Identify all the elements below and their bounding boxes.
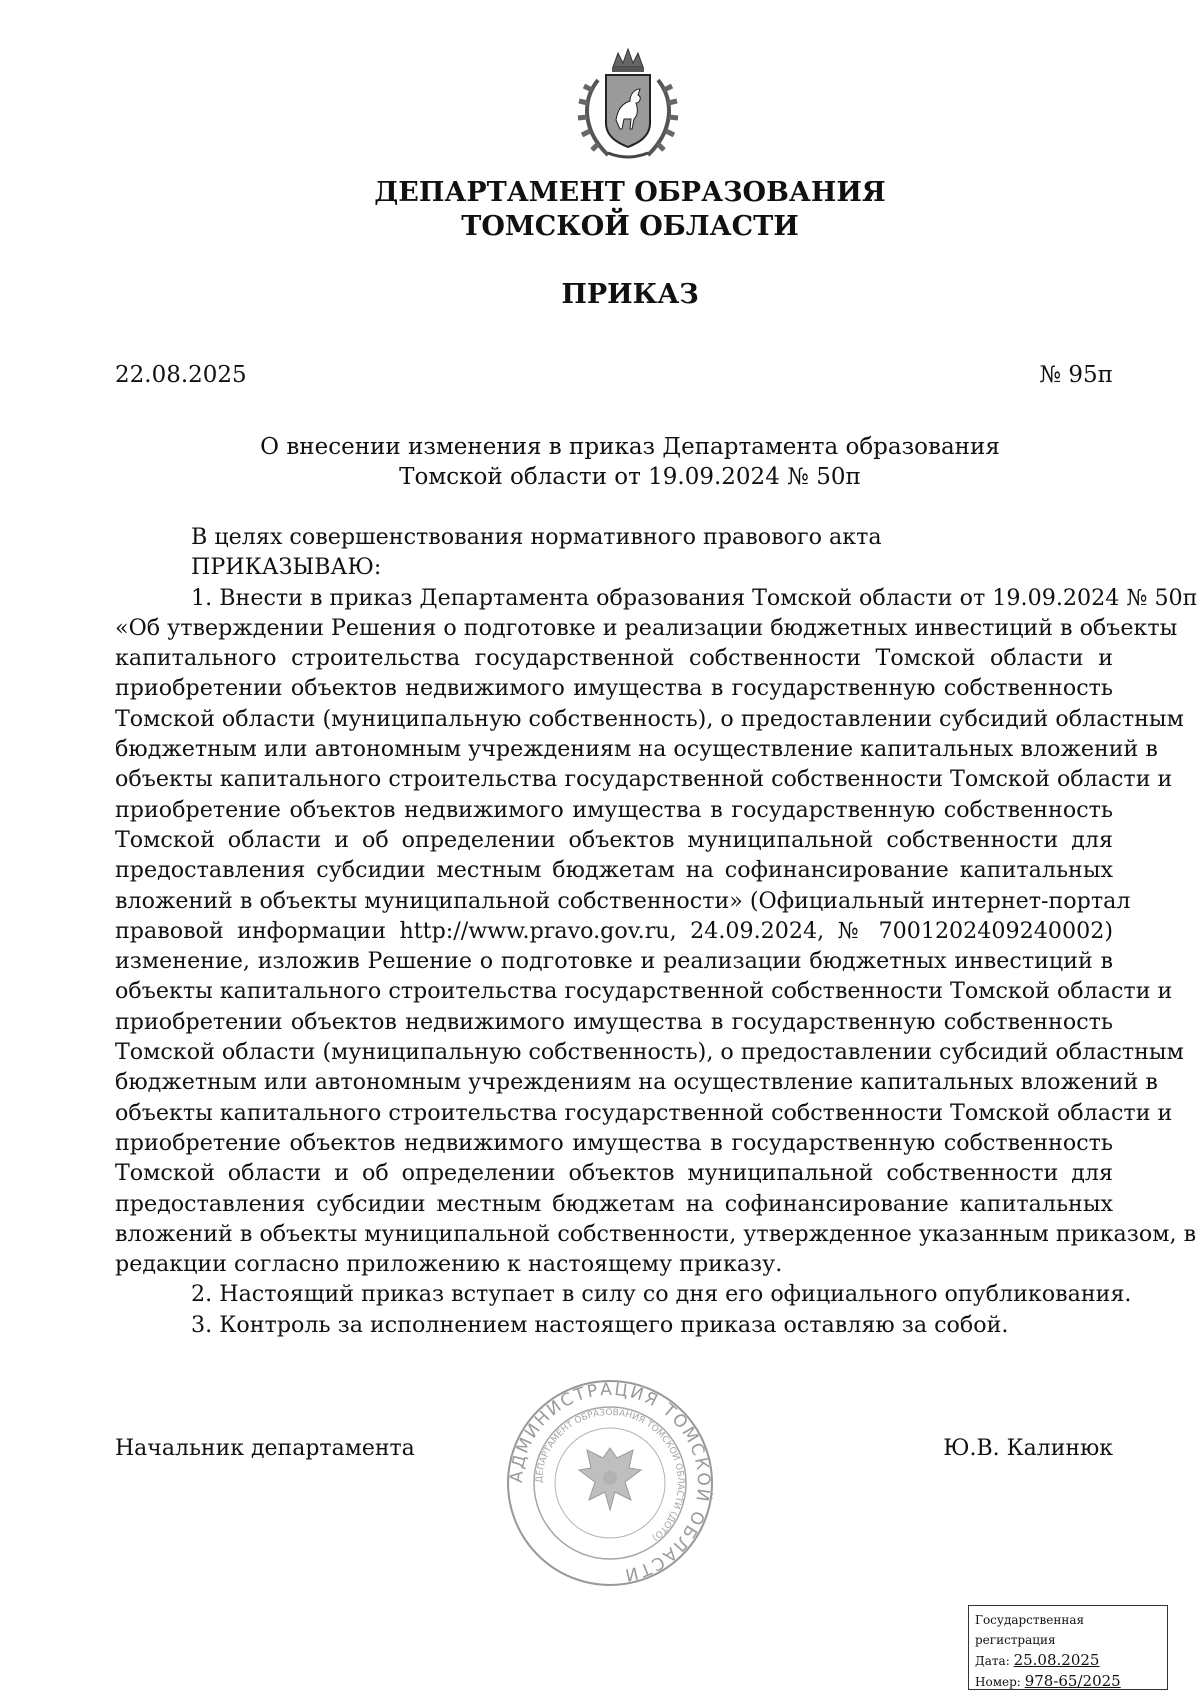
body-line: объекты капитального строительства государственной собственности Томской области и: [115, 1099, 1173, 1126]
body-line: предоставления субсидии местным бюджетам на софинансирование капитальных: [115, 1190, 1113, 1217]
department-name-line2: ТОМСКОЙ ОБЛАСТИ: [461, 211, 799, 242]
body-line: объекты капитального строительства государственной собственности Томской области и: [115, 978, 1173, 1005]
registration-number: 978-65/2025: [1024, 1672, 1121, 1690]
body-line: правовой информации http://www.pravo.gov.ru, 24.09.2024, № 7001202409240002): [115, 917, 1113, 944]
body-line: вложений в объекты муниципальной собственности, утвержденное указанным приказом, в: [115, 1220, 1197, 1247]
body-line: «Об утверждении Решения о подготовке и реализации бюджетных инвестиций в объекты: [115, 614, 1178, 641]
body-line: приобретение объектов недвижимого имущества в государственную собственность: [115, 1129, 1113, 1156]
body-line: бюджетным или автономным учреждениям на осуществление капитальных вложений в: [115, 736, 1158, 763]
body-line: приобретении объектов недвижимого имущества в государственную собственность: [115, 1008, 1113, 1035]
seal-inner-text: ДЕПАРТАМЕНТ ОБРАЗОВАНИЯ ТОМСКОЙ ОБЛАСТИ (ДОТО): [534, 1407, 686, 1543]
body-line: объекты капитального строительства государственной собственности Томской области и: [115, 766, 1173, 793]
body-line: Томской области (муниципальную собственность), о предоставлении субсидий областным: [115, 705, 1184, 732]
registration-stamp: [968, 1605, 1168, 1690]
registration-number-row: [975, 1671, 1161, 1692]
registration-date: 25.08.2025: [1013, 1651, 1100, 1669]
order-subject-line2: Томской области от 19.09.2024 № 50п: [399, 464, 861, 490]
order-date: 22.08.2025: [115, 362, 247, 388]
order-body: [115, 522, 1198, 1340]
preamble-line: В целях совершенствования нормативного правового акта: [191, 524, 882, 550]
body-line: капитального строительства государственной собственности Томской области и: [115, 645, 1113, 672]
clause-2: 2. Настоящий приказ вступает в силу со дня его официального опубликования.: [191, 1281, 1132, 1308]
coat-of-arms-icon: [568, 45, 688, 165]
body-line: 1. Внести в приказ Департамента образования Томской области от 19.09.2024 № 50п: [191, 584, 1198, 611]
registration-date-label: Дата:: [975, 1654, 1010, 1668]
body-line: бюджетным или автономным учреждениям на осуществление капитальных вложений в: [115, 1069, 1158, 1096]
body-line: предоставления субсидии местным бюджетам на софинансирование капитальных: [115, 857, 1113, 884]
seal-outer-text: АДМИНИСТРАЦИЯ ТОМСКОЙ ОБЛАСТИ: [506, 1379, 714, 1586]
department-name: [0, 176, 1200, 244]
body-line: вложений в объекты муниципальной собственности» (Официальный интернет-портал: [115, 887, 1131, 914]
order-number: № 95п: [1039, 362, 1113, 388]
clause-3: 3. Контроль за исполнением настоящего приказа оставляю за собой.: [191, 1311, 1009, 1338]
document-type: ПРИКАЗ: [561, 279, 699, 310]
official-seal-icon: [505, 1378, 715, 1588]
registration-title: Государственная регистрация: [975, 1613, 1085, 1647]
order-subject: [200, 432, 1060, 492]
body-line: изменение, изложив Решение о подготовке и реализации бюджетных инвестиций в: [115, 948, 1113, 975]
registration-date-row: [975, 1650, 1161, 1671]
order-subject-line1: О внесении изменения в приказ Департамента образования: [260, 434, 1000, 460]
order-directive: ПРИКАЗЫВАЮ:: [191, 554, 382, 581]
signatory-position: Начальник департамента: [115, 1436, 415, 1461]
body-line: Томской области и об определении объектов муниципальной собственности для: [115, 1160, 1113, 1187]
registration-number-label: Номер:: [975, 1675, 1021, 1689]
body-line: Томской области (муниципальную собственность), о предоставлении субсидий областным: [115, 1039, 1184, 1066]
body-line: приобретении объектов недвижимого имущества в государственную собственность: [115, 675, 1113, 702]
body-line: приобретение объектов недвижимого имущества в государственную собственность: [115, 796, 1113, 823]
body-line: Томской области и об определении объектов муниципальной собственности для: [115, 826, 1113, 853]
department-name-line1: ДЕПАРТАМЕНТ ОБРАЗОВАНИЯ: [374, 177, 886, 208]
body-line: редакции согласно приложению к настоящему приказу.: [115, 1251, 783, 1278]
signatory-name: Ю.В. Калинюк: [943, 1436, 1113, 1461]
